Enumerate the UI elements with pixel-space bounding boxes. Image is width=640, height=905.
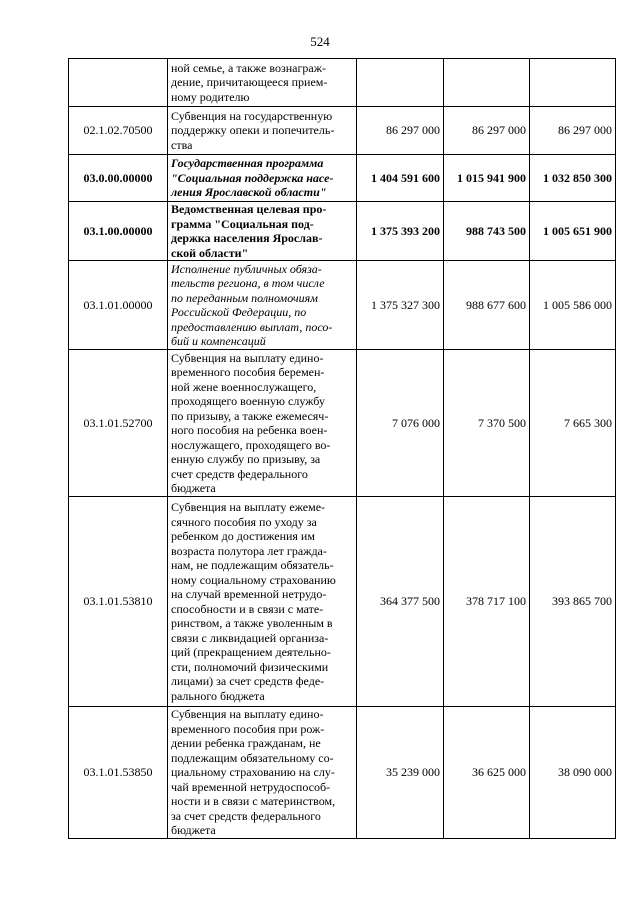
description-line: рального бюджета	[171, 688, 265, 703]
amount-year-1: 1 404 591 600	[357, 155, 444, 202]
row-code	[69, 59, 168, 107]
description-line: циальному страхованию на слу-	[171, 765, 335, 780]
description-line: дении ребенка гражданам, не	[171, 736, 321, 751]
description-line: Субвенция на выплату едино-	[171, 350, 324, 365]
description-line: дение, причитающееся прием-	[171, 75, 328, 90]
description-line: счет средств федерального	[171, 466, 308, 481]
row-code: 03.1.01.00000	[69, 261, 168, 350]
description-line: за счет средств федерального	[171, 808, 321, 823]
row-code: 03.0.00.00000	[69, 155, 168, 202]
table-body	[69, 59, 616, 839]
description-line: подлежащим обязательному со-	[171, 750, 334, 765]
description-line: тельств региона, в том числе	[171, 276, 325, 290]
row-description	[168, 59, 357, 107]
description-line: сячного пособия по уходу за	[171, 514, 317, 529]
description-line: возраста полутора лет граждa-	[171, 543, 327, 558]
row-code: 03.1.01.53850	[69, 707, 168, 839]
description-line: поддержку опеки и попечитель-	[171, 123, 335, 138]
description-line: по призыву, а также ежемесяч-	[171, 408, 329, 423]
amount-year-1: 1 375 327 300	[357, 261, 444, 350]
description-line: проходящего военную службу	[171, 394, 325, 408]
budget-table	[68, 58, 616, 839]
description-line: ного пособия на ребенка воен-	[171, 423, 328, 437]
description-line: ному социальному страхованию	[171, 572, 336, 587]
amount-year-1: 364 377 500	[357, 497, 444, 707]
amount-year-2: 378 717 100	[444, 497, 530, 707]
row-description	[168, 155, 357, 202]
description-line: ций (прекращением деятельно-	[171, 645, 331, 659]
description-line: сти, полномочий физическими	[171, 659, 329, 674]
description-line: ления Ярославской области"	[171, 185, 327, 200]
description-line: ринством, а также уволенным в	[171, 616, 333, 630]
amount-year-3: 86 297 000	[530, 107, 616, 155]
row-description	[168, 107, 357, 155]
amount-year-1: 86 297 000	[357, 107, 444, 155]
table-row	[69, 707, 616, 839]
table-row	[69, 155, 616, 202]
table-row	[69, 350, 616, 497]
amount-year-2: 988 743 500	[444, 202, 530, 261]
description-line: нам, не подлежащим обязатель-	[171, 558, 334, 572]
table-row	[69, 59, 616, 107]
amount-year-2: 988 677 600	[444, 261, 530, 350]
table-row	[69, 202, 616, 261]
amount-year-3: 1 032 850 300	[530, 155, 616, 202]
description-line: грамма "Социальная под-	[171, 216, 314, 231]
description-line: временного пособия при рож-	[171, 721, 325, 736]
description-line: бюджета	[171, 481, 216, 495]
amount-year-1: 7 076 000	[357, 350, 444, 497]
description-line: чай временной нетрудоспособ-	[171, 779, 331, 794]
amount-year-2: 7 370 500	[444, 350, 530, 497]
description-line: ребенком до достижения им	[171, 529, 315, 543]
amount-year-3: 7 665 300	[530, 350, 616, 497]
row-description	[168, 261, 357, 350]
description-line: способности и в связи с мате-	[171, 601, 324, 616]
amount-year-3: 1 005 586 000	[530, 261, 616, 350]
row-description	[168, 202, 357, 261]
description-line: бий и компенсаций	[171, 334, 266, 348]
description-line: связи с ликвидацией организа-	[171, 630, 329, 645]
row-description	[168, 350, 357, 497]
description-line: нослужащего, проходящего во-	[171, 437, 331, 452]
description-line: Субвенция на выплату едино-	[171, 707, 324, 722]
table-row	[69, 107, 616, 155]
table-row	[69, 497, 616, 707]
description-line: "Социальная поддержка насе-	[171, 170, 334, 185]
description-line: временного пособия беремен-	[171, 365, 325, 379]
row-code: 02.1.02.70500	[69, 107, 168, 155]
amount-year-2: 1 015 941 900	[444, 155, 530, 202]
amount-year-2: 36 625 000	[444, 707, 530, 839]
description-line: ства	[171, 137, 193, 152]
description-line: Исполнение публичных обяза-	[171, 261, 322, 276]
amount-year-2	[444, 59, 530, 107]
page-number: 524	[310, 34, 330, 49]
description-line: Субвенция на государственную	[171, 108, 333, 123]
amount-year-1: 35 239 000	[357, 707, 444, 839]
amount-year-1	[357, 59, 444, 107]
description-line: бюджета	[171, 823, 216, 838]
amount-year-1: 1 375 393 200	[357, 202, 444, 261]
description-line: по переданным полномочиям	[171, 290, 318, 305]
description-line: ной жене военнослужащего,	[171, 379, 317, 394]
amount-year-3: 38 090 000	[530, 707, 616, 839]
row-description	[168, 707, 357, 839]
description-line: Субвенция на выплату ежеме-	[171, 500, 326, 514]
row-description	[168, 497, 357, 707]
amount-year-2: 86 297 000	[444, 107, 530, 155]
description-line: Ведомственная целевая про-	[171, 202, 327, 216]
amount-year-3	[530, 59, 616, 107]
row-code: 03.1.00.00000	[69, 202, 168, 261]
description-line: предоставлению выплат, посо-	[171, 319, 333, 334]
row-code: 03.1.01.52700	[69, 350, 168, 497]
description-line: ной семье, а также вознаграж-	[171, 60, 326, 75]
description-line: Российской Федерации, по	[171, 305, 307, 319]
description-line: ному родителю	[171, 89, 250, 104]
description-line: енную службу по призыву, за	[171, 452, 321, 466]
table-row	[69, 261, 616, 350]
description-line: ности и в связи с материнством,	[171, 794, 336, 809]
description-line: лицами) за счет средств феде-	[171, 674, 325, 688]
amount-year-3: 1 005 651 900	[530, 202, 616, 261]
description-line: на случай временной нетрудо-	[171, 587, 327, 601]
description-line: держка населения Ярослав-	[171, 231, 323, 245]
row-code: 03.1.01.53810	[69, 497, 168, 707]
description-line: Государственная программа	[171, 156, 324, 171]
amount-year-3: 393 865 700	[530, 497, 616, 707]
description-line: ской области"	[171, 245, 249, 260]
